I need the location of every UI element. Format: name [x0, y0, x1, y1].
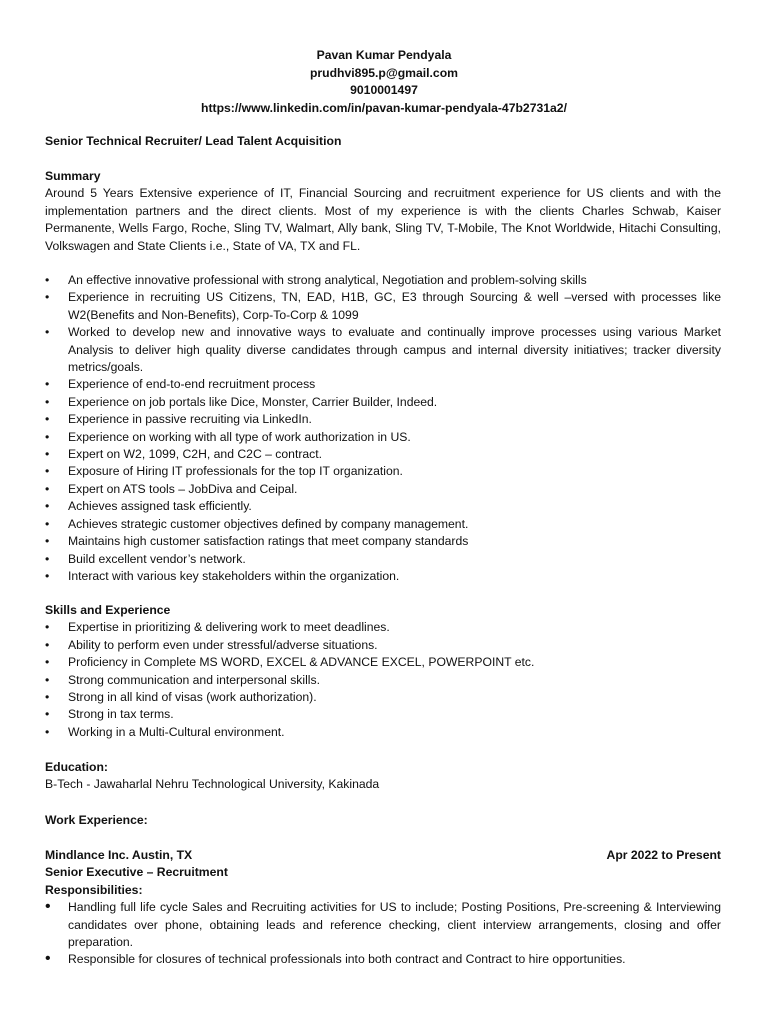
summary-text: Around 5 Years Extensive experience of IT, Financial Sourcing and recruitment experience for US clients and with the implementation partners and the direct clients. Most of my experience is with the clients Charles Schwab, Kaiser Permanente, Wells Fargo, Roche, Sling TV, Walmart, Ally bank, Sling TV, T-Mobile, The Knot Worldwide, Hitachi Consulting, Volkswagen and State Clients i.e., State of VA, TX and FL. [45, 186, 721, 253]
email-address[interactable]: prudhvi895.p@gmail.com [309, 65, 458, 80]
bullet-item: • Expert on ATS tools – JobDiva and Ceipal. [45, 481, 721, 498]
bullet-item: • Working in a Multi-Cultural environment. [45, 724, 721, 741]
bullet-item: • Build excellent vendor’s network. [45, 551, 721, 568]
work-entry [45, 847, 721, 969]
bullet-item: • Handling full life cycle Sales and Recruiting activities for US to include; Posting Positions, Pre-screening & Interviewing candidates over phone, obtaining leads and reference checking, client interview arrangements, closing and offer preparation. [45, 899, 721, 951]
phone-number: 9010001497 [350, 83, 418, 97]
responsibilities-heading: Responsibilities: [45, 882, 143, 897]
bullet-item: • An effective innovative professional with strong analytical, Negotiation and problem-solving skills [45, 272, 721, 289]
bullet-item: • Exposure of Hiring IT professionals for the top IT organization. [45, 463, 721, 480]
skills-bullet-list [45, 619, 721, 741]
bullet-item: • Experience on working with all type of work authorization in US. [45, 429, 721, 446]
summary-heading: Summary [45, 169, 101, 183]
bullet-item: • Experience in recruiting US Citizens, TN, EAD, H1B, GC, E3 through Sourcing & well –versed with processes like W2(Benefits and Non-Benefits), Corp-To-Corp & 1099 [45, 289, 721, 324]
bullet-item: • Expert on W2, 1099, C2H, and C2C – contract. [45, 446, 721, 463]
summary-section [45, 168, 721, 255]
bullet-item: • Responsible for closures of technical professionals into both contract and Contract to hire opportunities. [45, 951, 721, 968]
education-text: B-Tech - Jawaharlal Nehru Technological University, Kakinada [45, 777, 380, 792]
linkedin-url[interactable]: https://www.linkedin.com/in/pavan-kumar-pendyala-47b2731a2/ [201, 100, 567, 115]
bullet-item: • Experience on job portals like Dice, Monster, Carrier Builder, Indeed. [45, 394, 721, 411]
candidate-name: Pavan Kumar Pendyala [316, 48, 452, 62]
bullet-item: • Maintains high customer satisfaction ratings that meet company standards [45, 533, 721, 550]
bullet-item: • Strong in tax terms. [45, 706, 721, 723]
bullet-item: • Experience in passive recruiting via LinkedIn. [45, 411, 721, 428]
bullet-item: • Ability to perform even under stressful/adverse situations. [45, 637, 721, 654]
employment-dates: Apr 2022 to Present [606, 848, 721, 862]
contact-header [0, 47, 768, 117]
summary-bullet-list [45, 272, 721, 585]
role-title: Senior Executive – Recruitment [45, 865, 228, 880]
bullet-item: • Expertise in prioritizing & delivering work to meet deadlines. [45, 619, 721, 636]
responsibilities-bullet-list [45, 899, 721, 969]
skills-heading: Skills and Experience [45, 603, 171, 617]
education-section [45, 759, 721, 794]
company-name: Mindlance Inc. Austin, TX [45, 848, 193, 862]
bullet-item: • Worked to develop new and innovative ways to evaluate and continually improve processes using various Market Analysis to deliver high quality diverse candidates through campus and internal diversity initiatives; tracker diversity metrics/goals. [45, 324, 721, 376]
bullet-item: • Achieves assigned task efficiently. [45, 498, 721, 515]
bullet-item: • Interact with various key stakeholders within the organization. [45, 568, 721, 585]
job-title: Senior Technical Recruiter/ Lead Talent Acquisition [45, 134, 342, 148]
bullet-item: • Strong in all kind of visas (work authorization). [45, 689, 721, 706]
skills-section [45, 602, 721, 741]
bullet-item: • Proficiency in Complete MS WORD, EXCEL & ADVANCE EXCEL, POWERPOINT etc. [45, 654, 721, 671]
bullet-item: • Achieves strategic customer objectives defined by company management. [45, 516, 721, 533]
bullet-item: • Experience of end-to-end recruitment process [45, 376, 721, 393]
bullet-item: • Strong communication and interpersonal skills. [45, 672, 721, 689]
work-heading: Work Experience: [45, 813, 148, 827]
education-heading: Education: [45, 760, 108, 774]
